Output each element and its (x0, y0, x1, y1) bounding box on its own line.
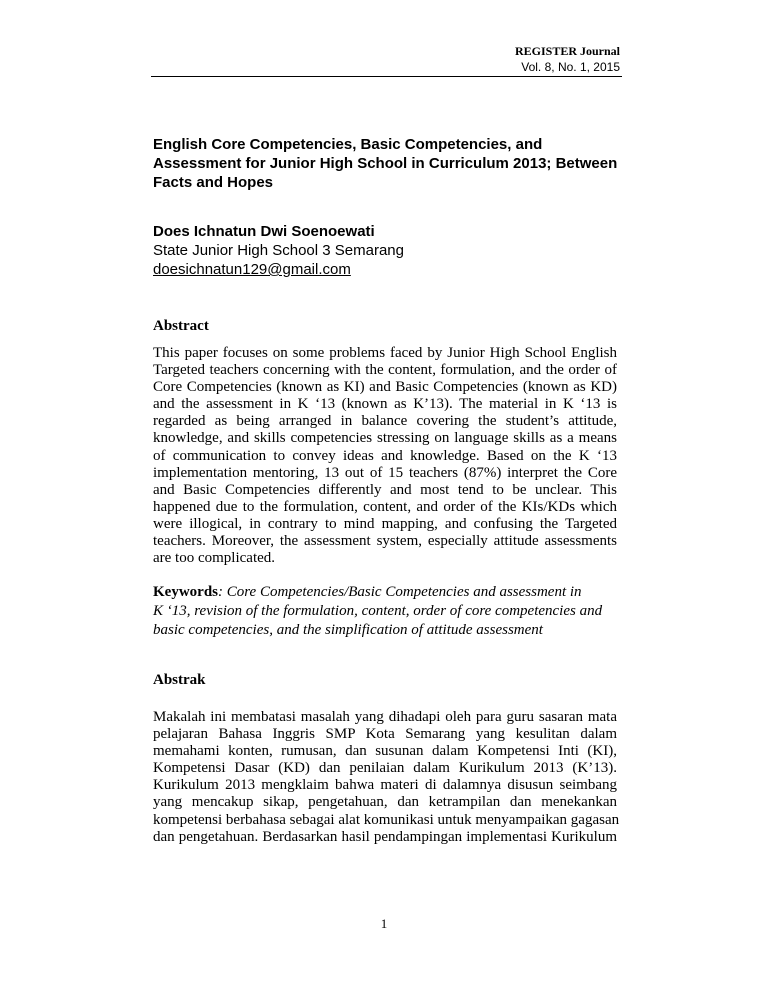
author-affiliation: State Junior High School 3 Semarang (153, 242, 404, 259)
abstrak-line: Makalah ini membatasi masalah yang dihadapi oleh para guru sasaran mata (153, 709, 617, 725)
abstract-line: are too complicated. (153, 550, 276, 567)
author-block (153, 222, 404, 279)
abstract-line: were illogical, in contrary to mind mapping, and confusing the Targeted (153, 515, 617, 532)
author-name: Does Ichnatun Dwi Soenoewati (153, 223, 375, 240)
abstrak-heading: Abstrak (153, 672, 206, 688)
abstract-line: teachers. Moreover, the assessment system, especially attitude assessments (153, 533, 617, 550)
journal-name: REGISTER Journal (514, 44, 620, 58)
abstract-line: happened due to the formulation, content, and order of the KIs/KDs which (153, 498, 617, 515)
keywords-line: basic competencies, and the simplification of attitude assessment (153, 622, 543, 638)
abstract-line: Core Competencies (known as KI) and Basic Competencies (known as KD) (153, 379, 617, 396)
abstract-line: regarded as being arranged in balance covering the student’s attitude, (153, 413, 617, 430)
abstract-body (153, 345, 617, 567)
abstract-line: of communication to convey ideas and knowledge. Based on the K ‘13 (153, 447, 617, 464)
keywords-label: Keywords (153, 584, 218, 600)
abstrak-line: Kompetensi Dasar (KD) dan penilaian dalam Kurikulum 2013 (K’13). (153, 760, 617, 777)
abstrak-line: dan pengetahuan. Berdasarkan hasil pendampingan implementasi Kurikulum (153, 828, 617, 845)
paper-title (153, 135, 623, 192)
title-line: Assessment for Junior High School in Curriculum 2013; Between (153, 155, 618, 172)
keywords-line (153, 583, 617, 602)
abstrak-body (153, 709, 620, 846)
abstract-line: This paper focuses on some problems faced by Junior High School English (153, 345, 617, 361)
keywords-block (153, 583, 617, 640)
title-line: Facts and Hopes (153, 174, 274, 191)
abstrak-line: pelajaran Bahasa Inggris SMP Kota Semarang yang kesulitan dalam (153, 726, 617, 743)
author-email[interactable]: doesichnatun129@gmail.com (153, 261, 351, 278)
keywords-line: K ‘13, revision of the formulation, content, order of core competencies and (153, 603, 603, 619)
keywords-text: : Core Competencies/Basic Competencies and assessment in (218, 584, 582, 600)
title-line: English Core Competencies, Basic Competencies, and (153, 136, 543, 153)
abstract-line: Targeted teachers concerning with the content, formulation, and the order of (153, 362, 617, 379)
abstrak-line: yang mencakup sikap, pengetahuan, dan ketrampilan dan menekankan (153, 794, 617, 811)
abstract-line: knowledge, and skills competencies stressing on language skills as a means (153, 430, 617, 447)
abstrak-line: Kurikulum 2013 mengklaim bahwa materi di dalamnya disusun seimbang (153, 777, 617, 794)
abstract-line: implementation mentoring, 13 out of 15 teachers (87%) interpret the Core (153, 464, 617, 481)
abstract-line: and the assessment in K ‘13 (known as K’13). The material in K ‘13 is (153, 396, 617, 413)
header-rule (151, 76, 622, 77)
page-number: 1 (380, 916, 388, 931)
abstrak-line: memahami konten, rumusan, dan susunan dalam Kompetensi Inti (KI), (153, 743, 617, 760)
abstract-line: and Basic Competencies differently and most tend to be unclear. This (153, 481, 617, 498)
abstrak-line: kompetensi berbahasa sebagai alat komunikasi untuk menyampaikan gagasan (153, 811, 620, 828)
journal-volume: Vol. 8, No. 1, 2015 (521, 60, 620, 74)
abstract-heading: Abstract (153, 318, 209, 334)
